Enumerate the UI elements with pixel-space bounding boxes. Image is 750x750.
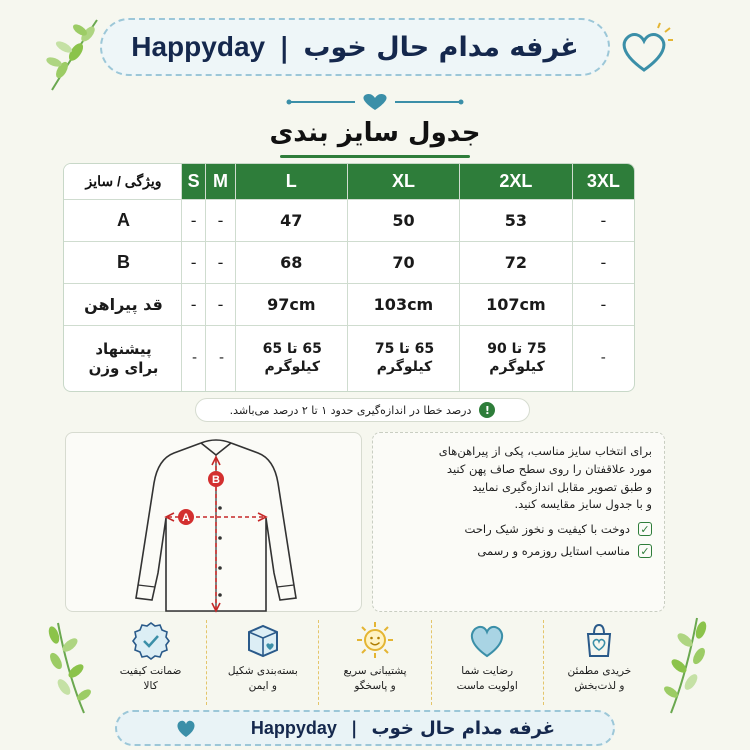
cell-line: کیلوگرم — [376, 358, 433, 375]
cell — [348, 326, 460, 391]
cell: 103cm — [348, 284, 460, 326]
marker-b-label: B — [212, 474, 220, 486]
cell — [573, 326, 634, 391]
cell: 68 — [236, 242, 348, 284]
feature-line: پشتیبانی سریع — [343, 665, 407, 677]
measurement-note — [195, 398, 530, 422]
feature-line: رضایت شما — [461, 665, 514, 677]
cell: - — [573, 242, 634, 284]
check-label: دوخت با کیفیت و نخوز شیک راحت — [464, 522, 630, 537]
row-label-shirt-length: قد پیراهن — [64, 284, 182, 326]
instructions-panel — [372, 432, 665, 612]
heart-icon — [467, 620, 507, 660]
leaf-branch-bottom-left — [38, 615, 100, 715]
row-label-line: برای وزن — [88, 358, 159, 377]
note-text: درصد خطا در اندازه‌گیری حدود ۱ تا ۲ درصد می‌باشد. — [229, 403, 472, 417]
instruction-line: و با جدول سایز مقایسه کنید. — [514, 497, 652, 512]
instruction-line: و طبق تصویر مقابل اندازه‌گیری نمایید — [472, 479, 652, 494]
footer-store-name: غرفه مدام حال خوب — [371, 717, 556, 739]
cell: 72 — [460, 242, 572, 284]
sun-smile-icon — [355, 620, 395, 660]
cell: 107cm — [460, 284, 572, 326]
heart-icon — [175, 718, 197, 738]
footer-banner — [115, 710, 615, 746]
feature-line: و لذت‌بخش — [574, 680, 625, 693]
size-header-row — [64, 164, 634, 200]
instruction-line: مورد علاقفتان را روی سطح صاف پهن کنید — [446, 461, 652, 476]
quality-badge-icon — [131, 620, 171, 660]
cell: - — [182, 242, 206, 284]
title-divider — [285, 92, 465, 112]
row-label-b: B — [64, 242, 182, 284]
cell — [236, 326, 348, 391]
exclamation-icon: ! — [479, 402, 495, 418]
cell-line: 65 تا 75 — [374, 341, 435, 357]
table-row — [64, 284, 634, 326]
cell-line: کیلوگرم — [489, 358, 545, 375]
cell: 70 — [348, 242, 460, 284]
cell-line: - — [600, 349, 606, 366]
cell: 53 — [460, 200, 572, 242]
feature-item — [206, 620, 318, 705]
cell: - — [182, 200, 206, 242]
checkbox-icon: ✓ — [638, 522, 652, 536]
feature-item — [431, 620, 543, 705]
feature-line: بسته‌بندی شکیل — [227, 665, 298, 677]
cell — [206, 326, 236, 391]
cell: - — [182, 284, 206, 326]
check-item — [385, 544, 652, 558]
feature-item — [95, 620, 206, 705]
feature-line: اولویت ماست — [456, 680, 518, 693]
features-row — [95, 620, 655, 705]
header-banner — [100, 18, 610, 76]
table-row — [64, 326, 634, 391]
table-row — [64, 242, 634, 284]
size-header-l: L — [236, 164, 348, 200]
feature-item — [318, 620, 430, 705]
shirt-diagram-panel — [65, 432, 362, 612]
feature-line: کالا — [143, 680, 158, 693]
cell-line: کیلوگرم — [264, 358, 321, 375]
check-label: مناسب استایل روزمره و رسمی — [477, 544, 630, 559]
shirt-diagram — [66, 433, 363, 613]
cell: 50 — [348, 200, 460, 242]
row-label-weight — [64, 326, 182, 391]
cell-line: 65 تا 65 — [262, 341, 322, 357]
feature-line: خریدی مطمئن — [567, 665, 632, 677]
size-header-2xl: 2XL — [460, 164, 572, 200]
checkbox-icon: ✓ — [638, 544, 652, 558]
marker-a-label: A — [182, 512, 190, 524]
title-underline — [280, 155, 470, 158]
size-header-s: S — [182, 164, 206, 200]
cell: 47 — [236, 200, 348, 242]
cell: - — [206, 242, 236, 284]
instructions-text — [385, 443, 652, 514]
brand-separator: | — [279, 30, 290, 64]
feature-line: و ایمن — [248, 680, 277, 693]
cell-line: 75 تا 90 — [487, 341, 547, 357]
store-name: غرفه مدام حال خوب — [303, 31, 579, 63]
cell — [460, 326, 572, 391]
row-label-a: A — [64, 200, 182, 242]
cell: - — [206, 284, 236, 326]
brand-name: Happyday — [131, 31, 266, 62]
cell — [182, 326, 206, 391]
page-title: جدول سایز بندی — [269, 118, 481, 148]
cell: - — [573, 284, 634, 326]
heart-outline-icon — [614, 20, 674, 80]
cell-line: - — [192, 349, 198, 366]
feature-line: ضمانت کیفیت — [119, 665, 182, 677]
footer-brand-name: Happyday — [250, 717, 337, 738]
size-header-xl: XL — [348, 164, 460, 200]
cell-line: - — [218, 349, 225, 366]
table-row — [64, 200, 634, 242]
footer-separator: | — [350, 717, 358, 739]
feature-line: و پاسخگو — [354, 680, 396, 693]
size-header-3xl: 3XL — [573, 164, 634, 200]
instruction-line: برای انتخاب سایز مناسب، پکی از پیراهن‌های — [438, 444, 652, 458]
feature-item — [543, 620, 655, 705]
size-header-m: M — [206, 164, 236, 200]
package-heart-icon — [243, 620, 283, 660]
cell: - — [206, 200, 236, 242]
corner-label: ویژگی / سایز — [64, 164, 182, 200]
size-table — [63, 163, 635, 392]
row-label-line: پیشنهاد — [95, 339, 152, 358]
cell: - — [573, 200, 634, 242]
leaf-branch-bottom-right — [655, 610, 717, 715]
check-item — [385, 522, 652, 536]
shopping-bag-heart-icon — [579, 620, 619, 660]
cell: 97cm — [236, 284, 348, 326]
